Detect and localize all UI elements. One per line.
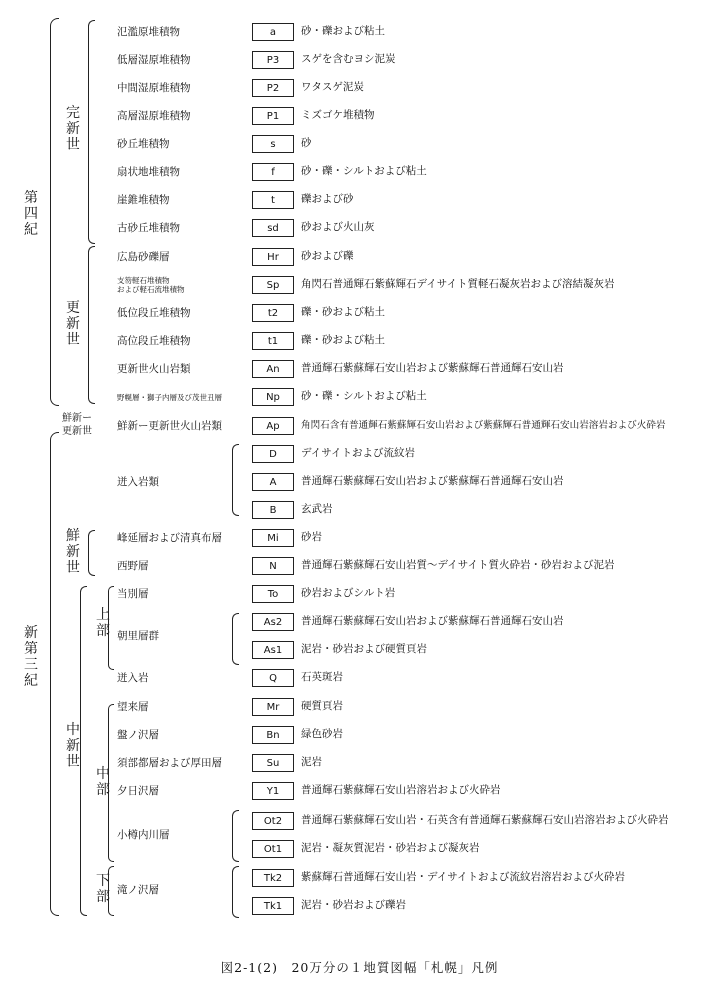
unit-description: 紫蘇輝石普通輝石安山岩・デイサイトおよび流紋岩溶岩および火砕岩 (301, 871, 626, 883)
unit-code-box: Hr (252, 248, 294, 266)
unit-name: 崖錐堆積物 (117, 193, 170, 206)
unit-name: 低層湿原堆積物 (117, 53, 191, 66)
unit-code-box: Sp (252, 276, 294, 294)
unit-description: 普通輝石紫蘇輝石安山岩および紫蘇輝石普通輝石安山岩 (301, 362, 564, 374)
unit-code-box: t2 (252, 304, 294, 322)
unit-name: 支笏軽石堆積物 および軽石流堆積物 (117, 276, 185, 294)
unit-code-box: Mr (252, 698, 294, 716)
unit-name: 迸入岩 (117, 671, 149, 684)
bracket-asari (232, 613, 239, 665)
bracket-upper (108, 586, 114, 670)
label-miocene: 中 新 世 (66, 722, 80, 770)
bracket-holocene (88, 20, 95, 244)
label-plio-line2: 更新世 (62, 426, 92, 437)
unit-name: 峰延層および清真布層 (117, 531, 222, 544)
unit-description: 硬質頁岩 (301, 700, 343, 712)
label-plio-line1: 鮮新ー (62, 413, 92, 424)
unit-name: 鮮新ー更新世火山岩類 (117, 419, 222, 432)
unit-name: 当別層 (117, 587, 149, 600)
unit-description: 砂 (301, 137, 312, 149)
bracket-pliocene (88, 530, 95, 576)
unit-description: 砂岩 (301, 531, 322, 543)
unit-description: ミズゴケ堆積物 (301, 109, 375, 121)
unit-description: ワタスゲ泥炭 (301, 81, 364, 93)
unit-description: 礫および砂 (301, 193, 354, 205)
unit-description: 普通輝石紫蘇輝石安山岩・石英含有普通輝石紫蘇輝石安山岩溶岩および火砕岩 (301, 814, 669, 826)
unit-description: 泥岩・砂岩および硬質頁岩 (301, 643, 427, 655)
unit-name: 古砂丘堆積物 (117, 221, 180, 234)
unit-description: 角閃石含有普通輝石紫蘇輝石安山岩および紫蘇輝石普通輝石安山岩溶岩および火砕岩 (301, 420, 666, 431)
unit-name: 滝ノ沢層 (117, 883, 159, 896)
unit-name: 高位段丘堆積物 (117, 334, 191, 347)
unit-code-box: As1 (252, 641, 294, 659)
unit-description: 緑色砂岩 (301, 728, 343, 740)
unit-code-box: t1 (252, 332, 294, 350)
unit-code-box: Tk1 (252, 897, 294, 915)
bracket-lower (108, 866, 114, 916)
unit-description: 普通輝石紫蘇輝石安山岩溶岩および火砕岩 (301, 784, 501, 796)
unit-code-box: Mi (252, 529, 294, 547)
figure-caption: 図2-1(2) 20万分の１地質図幅「札幌」凡例 (220, 960, 499, 975)
unit-name: 高層湿原堆積物 (117, 109, 191, 122)
unit-description: 砂および火山灰 (301, 221, 375, 233)
label-middle: 中 部 (96, 766, 110, 798)
unit-code-box: Y1 (252, 782, 294, 800)
unit-code-box: N (252, 557, 294, 575)
unit-description: 泥岩・凝灰質泥岩・砂岩および凝灰岩 (301, 842, 480, 854)
unit-description: 礫・砂および粘土 (301, 306, 385, 318)
unit-code-box: To (252, 585, 294, 603)
unit-description: 普通輝石紫蘇輝石安山岩質〜デイサイト質火砕岩・砂岩および泥岩 (301, 559, 615, 571)
unit-code-box: D (252, 445, 294, 463)
bracket-quaternary (50, 18, 59, 406)
unit-code-box: Ot2 (252, 812, 294, 830)
unit-name: 須部都層および厚田層 (117, 756, 222, 769)
unit-name: 広島砂礫層 (117, 250, 170, 263)
unit-description: 石英斑岩 (301, 671, 343, 683)
label-lower: 下 部 (96, 873, 110, 905)
unit-description: 泥岩 (301, 756, 322, 768)
label-plio-pleistocene (62, 412, 92, 438)
unit-code-box: As2 (252, 613, 294, 631)
unit-code-box: P2 (252, 79, 294, 97)
unit-code-box: Q (252, 669, 294, 687)
unit-name: 望来層 (117, 700, 149, 713)
unit-name: 更新世火山岩類 (117, 362, 191, 375)
label-pleistocene: 更 新 世 (66, 300, 80, 348)
unit-code-box: t (252, 191, 294, 209)
unit-code-box: Ot1 (252, 840, 294, 858)
label-holocene: 完 新 世 (66, 105, 80, 153)
unit-name: 盤ノ沢層 (117, 728, 159, 741)
bracket-otarunai (232, 810, 239, 862)
unit-name: 中間湿原堆積物 (117, 81, 191, 94)
unit-code-box: Su (252, 754, 294, 772)
unit-code-box: Ap (252, 417, 294, 435)
unit-code-box: An (252, 360, 294, 378)
unit-description: 砂岩およびシルト岩 (301, 587, 396, 599)
unit-code-box: B (252, 501, 294, 519)
unit-description: 角閃石普通輝石紫蘇輝石デイサイト質軽石凝灰岩および溶結凝灰岩 (301, 278, 615, 290)
bracket-miocene (80, 586, 87, 916)
unit-description: デイサイトおよび流紋岩 (301, 447, 416, 459)
unit-name: 小樽内川層 (117, 828, 170, 841)
label-neogene: 新 第 三 紀 (24, 625, 38, 689)
unit-code-box: f (252, 163, 294, 181)
unit-description: 泥岩・砂岩および礫岩 (301, 899, 406, 911)
unit-code-box: P3 (252, 51, 294, 69)
unit-code-box: s (252, 135, 294, 153)
unit-name: 砂丘堆積物 (117, 137, 170, 150)
bracket-takinosawa (232, 866, 239, 918)
unit-description: 普通輝石紫蘇輝石安山岩および紫蘇輝石普通輝石安山岩 (301, 475, 564, 487)
label-upper: 上 部 (96, 607, 110, 639)
unit-name: 扇状地堆積物 (117, 165, 180, 178)
unit-description: 砂・礫および粘土 (301, 25, 385, 37)
unit-name: 朝里層群 (117, 629, 159, 642)
unit-code-box: sd (252, 219, 294, 237)
unit-description: 礫・砂および粘土 (301, 334, 385, 346)
unit-name: 氾濫原堆積物 (117, 25, 180, 38)
unit-description: 砂・礫・シルトおよび粘土 (301, 390, 427, 402)
unit-description: 普通輝石紫蘇輝石安山岩および紫蘇輝石普通輝石安山岩 (301, 615, 564, 627)
unit-code-box: P1 (252, 107, 294, 125)
unit-code-box: A (252, 473, 294, 491)
unit-description: スゲを含むヨシ泥炭 (301, 53, 396, 65)
unit-code-box: Tk2 (252, 869, 294, 887)
unit-name: 野幌層・獅子内層及び茂世丑層 (117, 392, 222, 402)
unit-code-box: Np (252, 388, 294, 406)
unit-code-box: a (252, 23, 294, 41)
unit-name: 夕日沢層 (117, 784, 159, 797)
bracket-pleistocene (88, 246, 95, 404)
unit-name: 西野層 (117, 559, 149, 572)
unit-name: 低位段丘堆積物 (117, 306, 191, 319)
unit-code-box: Bn (252, 726, 294, 744)
label-pliocene: 鮮 新 世 (66, 528, 80, 576)
bracket-middle (108, 704, 114, 862)
unit-name: 迸入岩類 (117, 475, 159, 488)
unit-description: 砂・礫・シルトおよび粘土 (301, 165, 427, 177)
bracket-intrusive (232, 444, 239, 516)
label-quaternary: 第 四 紀 (24, 190, 38, 238)
unit-description: 玄武岩 (301, 503, 333, 515)
unit-description: 砂および礫 (301, 250, 354, 262)
bracket-neogene (50, 432, 59, 916)
